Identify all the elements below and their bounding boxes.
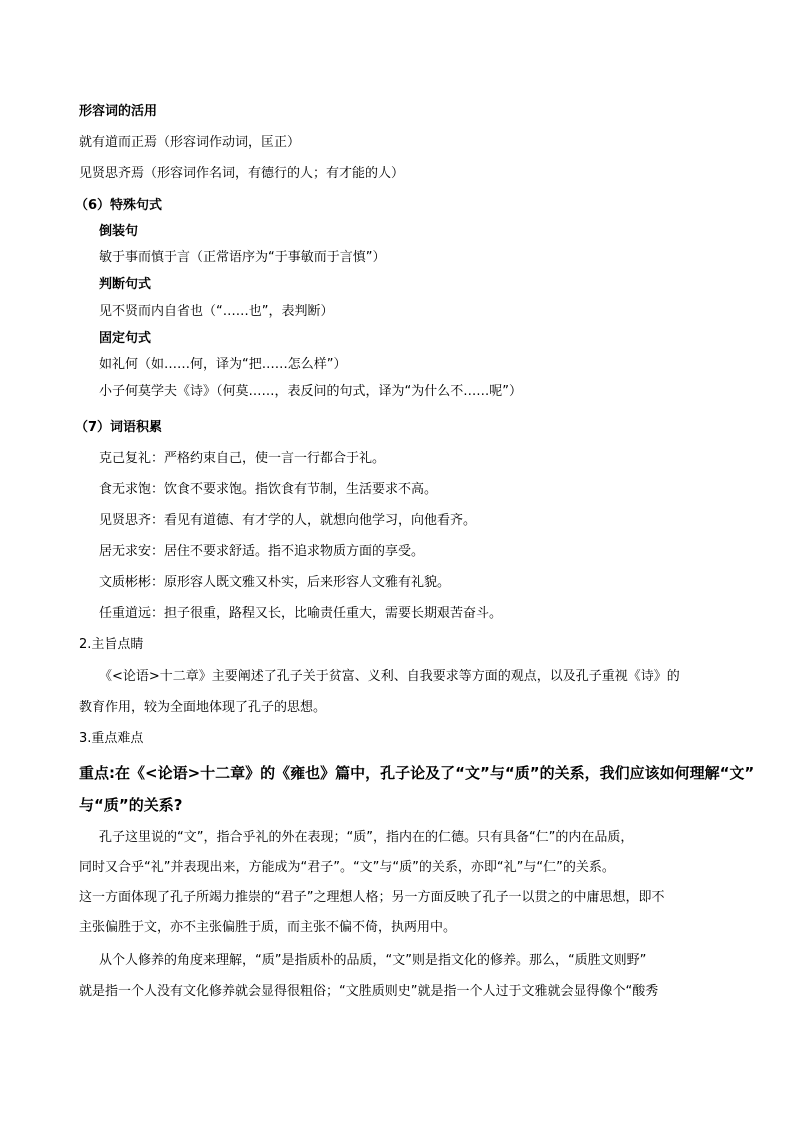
inversion-title: 倒装句 <box>99 224 139 239</box>
key-question-line: 重点:在《<论语>十二章》的《雍也》篇中，孔子论及了“文”与“质”的关系，我们应该如何理解“文” <box>79 764 755 782</box>
adj-heading: 形容词的活用 <box>79 104 158 119</box>
answer-line: 孔子这里说的“文”，指合乎礼的外在表现；“质”，指内在的仁德。只有具备“仁”的内在品质， <box>99 830 634 845</box>
answer-line: 主张偏胜于文，亦不主张偏胜于质，而主张不偏不倚，执两用中。 <box>79 920 457 935</box>
answer-line: 从个人修养的角度来理解，“质”是指质朴的品质，“文”则是指文化的修养。那么，“质胜文则野” <box>99 953 647 968</box>
idiom-item: 见贤思齐：看见有道德、有才学的人，就想向他学习，向他看齐。 <box>99 513 477 528</box>
section7-heading: （7）词语积累 <box>75 420 163 435</box>
answer-line: 同时又合乎“礼”并表现出来，方能成为“君子”。“文”与“质”的关系，亦即“礼”与“仁”的关系。 <box>79 860 615 875</box>
key-question-line: 与“质”的关系? <box>79 796 183 814</box>
main-idea-heading: 2.主旨点睛 <box>79 637 144 652</box>
fixed-title: 固定句式 <box>99 331 152 346</box>
inversion-item: 敏于事而慎于言（正常语序为“于事敏而于言慎”） <box>99 250 386 265</box>
answer-line: 这一方面体现了孔子所竭力推崇的“君子”之理想人格；另一方面反映了孔子一以贯之的中庸思想，即不 <box>79 890 665 905</box>
fixed-item: 小子何莫学夫《诗》（何莫……，表反问的句式，译为“为什么不……呢”） <box>99 384 522 399</box>
idiom-item: 文质彬彬：原形容人既文雅又朴实，后来形容人文雅有礼貌。 <box>99 575 451 590</box>
adj-item: 就有道而正焉（形容词作动词，匡正） <box>79 135 301 150</box>
idiom-item: 居无求安：居住不要求舒适。指不追求物质方面的享受。 <box>99 544 425 559</box>
key-points-heading: 3.重点难点 <box>79 731 144 746</box>
idiom-item: 任重道远：担子很重，路程又长，比喻责任重大，需要长期艰苦奋斗。 <box>99 606 503 621</box>
main-idea-line: 教育作用，较为全面地体现了孔子的思想。 <box>79 700 327 715</box>
adj-item: 见贤思齐焉（形容词作名词，有德行的人；有才能的人） <box>79 166 405 181</box>
judgment-item: 见不贤而内自省也（“……也”，表判断） <box>99 304 334 319</box>
section6-heading: （6）特殊句式 <box>75 198 163 213</box>
fixed-item: 如礼何（如……何，译为“把……怎么样”） <box>99 357 347 372</box>
judgment-title: 判断句式 <box>99 277 152 292</box>
idiom-item: 克己复礼：严格约束自己，使一言一行都合于礼。 <box>99 451 386 466</box>
main-idea-line: 《<论语>十二章》主要阐述了孔子关于贫富、义利、自我要求等方面的观点，以及孔子重视《诗》的 <box>99 669 680 684</box>
answer-line: 就是指一个人没有文化修养就会显得很粗俗；“文胜质则史”就是指一个人过于文雅就会显得像个“酸秀 <box>79 984 659 999</box>
idiom-item: 食无求饱：饮食不要求饱。指饮食有节制，生活要求不高。 <box>99 482 438 497</box>
